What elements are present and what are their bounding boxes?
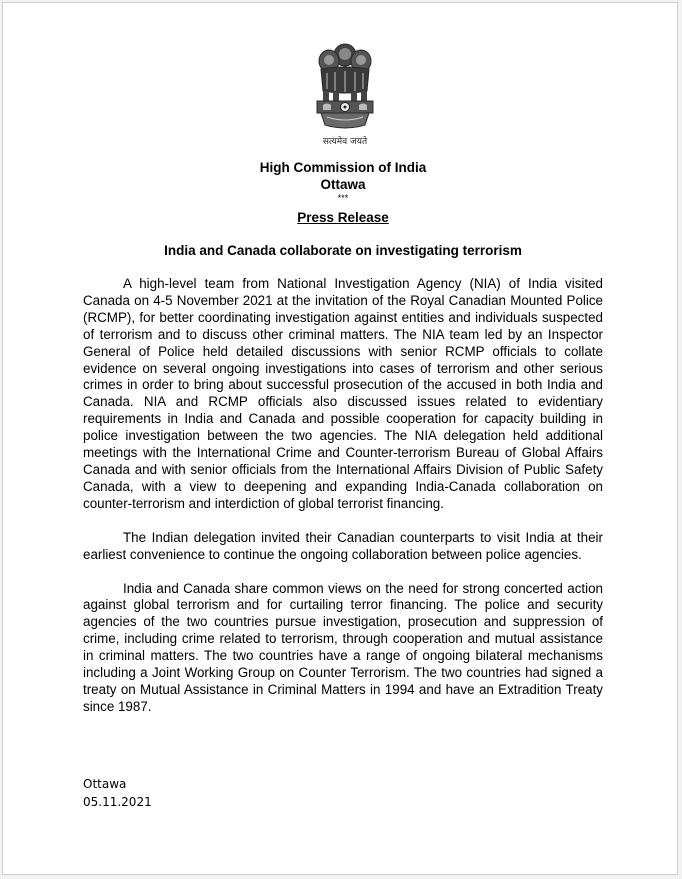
paragraph-2: The Indian delegation invited their Canadian counterparts to visit India at their earliest convenience to continue the ongoing collaboration between police agencies. [83, 529, 603, 562]
footer [83, 775, 152, 811]
paragraph-1: A high-level team from National Investigation Agency (NIA) of India visited Canada on 4-5 November 2021 at the invitation of the Royal Canadian Mounted Police (RCMP), for better coordinating investigation against entities and individuals suspected of terrorism and to discuss other criminal matters. The NIA team led by an Inspector General of Police held detailed discussions with senior RCMP officials to collate evidence on several ongoing investigations into cases of terrorism and other serious crimes in order to bring about successful prosecution of the accused in both India and Canada. NIA and RCMP officials also discussed issues related to evidentiary requirements in India and Canada and possible cooperation for capacity building in police investigation between the two agencies. The NIA delegation held additional meetings with the International Crime and Counter-terrorism Bureau of Global Affairs Canada and with senior officials from the International Affairs Division of Public Safety Canada, with a view to deepening and expanding India-Canada collaboration on counter-terrorism and interdiction of global terrorist financing. [83, 276, 603, 511]
headline: India and Canada collaborate on investigating terrorism [164, 243, 522, 258]
footer-place: Ottawa [83, 777, 127, 791]
document-page [2, 2, 678, 875]
office-city: Ottawa [320, 177, 366, 192]
separator-stars: *** [337, 193, 349, 203]
press-release-label: Press Release [297, 210, 389, 225]
doc-type-heading [3, 209, 682, 227]
body-text [83, 276, 603, 733]
paragraph-3: India and Canada share common views on the need for strong concerted action against global terrorism and for curtailing terror financing. The police and security agencies of the two countries pursue investigation, prosecution and suppression of crime, including crime related to terrorism, through cooperation and mutual assistance in criminal matters. The two countries have a range of ongoing bilateral mechanisms including a Joint Working Group on Counter Terrorism. The two countries had signed a treaty on Mutual Assistance in Criminal Matters in 1994 and have an Extradition Treaty since 1987. [83, 580, 603, 714]
national-emblem-icon [299, 39, 391, 143]
emblem-motto: सत्यमेव जयते [322, 137, 368, 147]
office-title: High Commission of India [259, 160, 427, 175]
footer-date: 05.11.2021 [83, 795, 152, 809]
